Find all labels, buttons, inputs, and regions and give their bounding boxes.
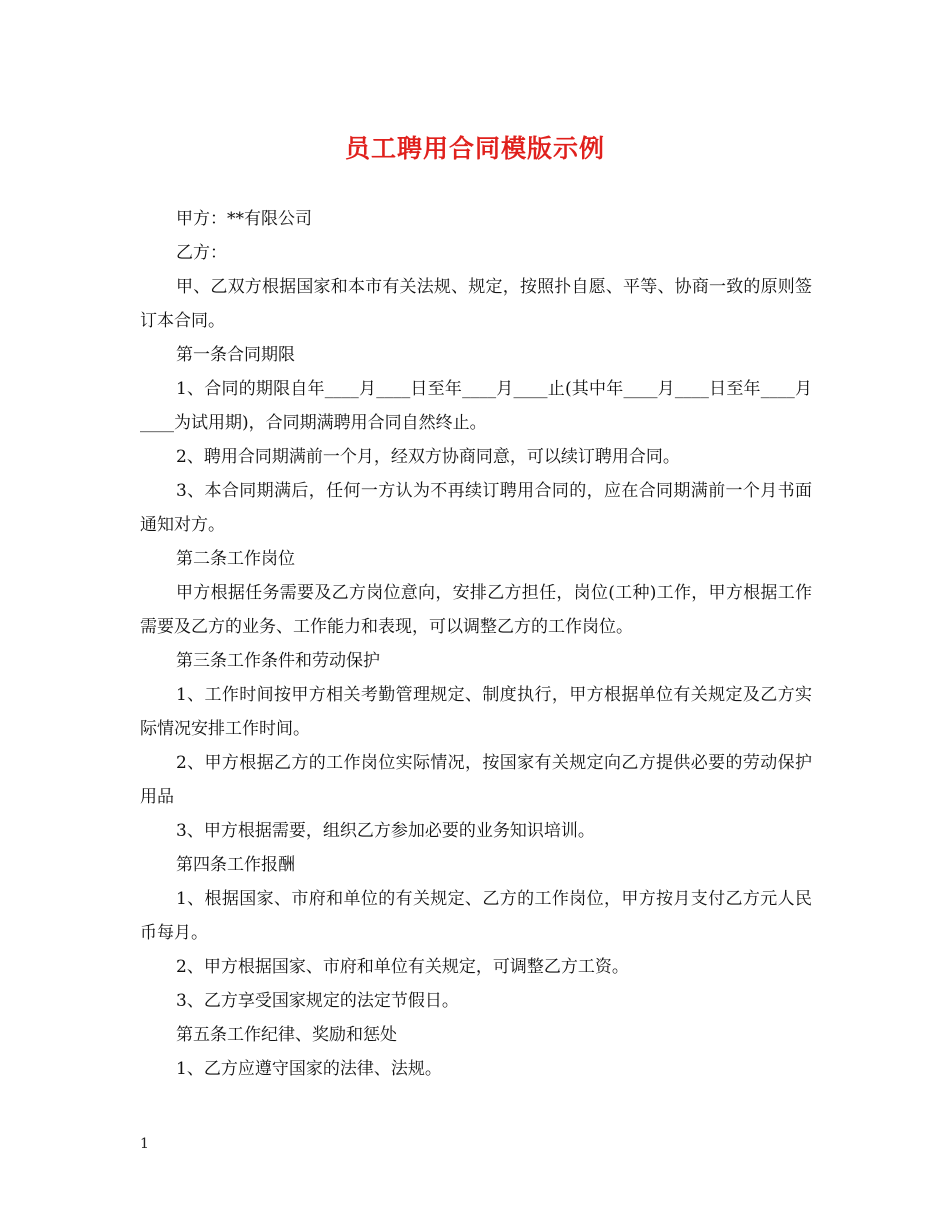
article-5-clause-1: 1、乙方应遵守国家的法律、法规。 [176,1059,442,1079]
preamble-paragraph: 甲、乙双方根据国家和本市有关法规、规定，按照扑自愿、平等、协商一致的原则签订本合同。 [140,277,812,331]
article-1-heading: 第一条合同期限 [176,345,295,365]
party-a: 甲方：**有限公司 [176,209,312,229]
document-body [140,202,812,1086]
article-1-clause-1: 1、合同的期限自年____月____日至年____月____止(其中年____月____日至年____月____为试用期)，合同期满聘用合同自然终止。 [140,379,812,433]
page-number: 1 [140,1136,149,1152]
article-4-heading: 第四条工作报酬 [176,855,295,875]
document-title: 员工聘用合同模版示例 [344,134,605,163]
article-3-clause-3: 3、甲方根据需要，组织乙方参加必要的业务知识培训。 [176,821,595,841]
party-b: 乙方： [176,243,227,263]
article-4-clause-1: 1、根据国家、市府和单位的有关规定、乙方的工作岗位，甲方按月支付乙方元人民币每月。 [140,889,812,943]
article-1-clause-2: 2、聘用合同期满前一个月，经双方协商同意，可以续订聘用合同。 [176,447,680,467]
article-5-heading: 第五条工作纪律、奖励和惩处 [176,1025,397,1045]
article-1-clause-3: 3、本合同期满后，任何一方认为不再续订聘用合同的，应在合同期满前一个月书面通知对方。 [140,481,812,535]
article-3-clause-2: 2、甲方根据乙方的工作岗位实际情况，按国家有关规定向乙方提供必要的劳动保护用品 [140,753,812,807]
article-2-heading: 第二条工作岗位 [176,549,295,569]
article-2-paragraph: 甲方根据任务需要及乙方岗位意向，安排乙方担任，岗位(工种)工作，甲方根据工作需要及乙方的业务、工作能力和表现，可以调整乙方的工作岗位。 [140,583,812,637]
article-3-heading: 第三条工作条件和劳动保护 [176,651,380,671]
article-3-clause-1: 1、工作时间按甲方相关考勤管理规定、制度执行，甲方根据单位有关规定及乙方实际情况安排工作时间。 [140,685,812,739]
article-4-clause-2: 2、甲方根据国家、市府和单位有关规定，可调整乙方工资。 [176,957,629,977]
article-4-clause-3: 3、乙方享受国家规定的法定节假日。 [176,991,459,1011]
